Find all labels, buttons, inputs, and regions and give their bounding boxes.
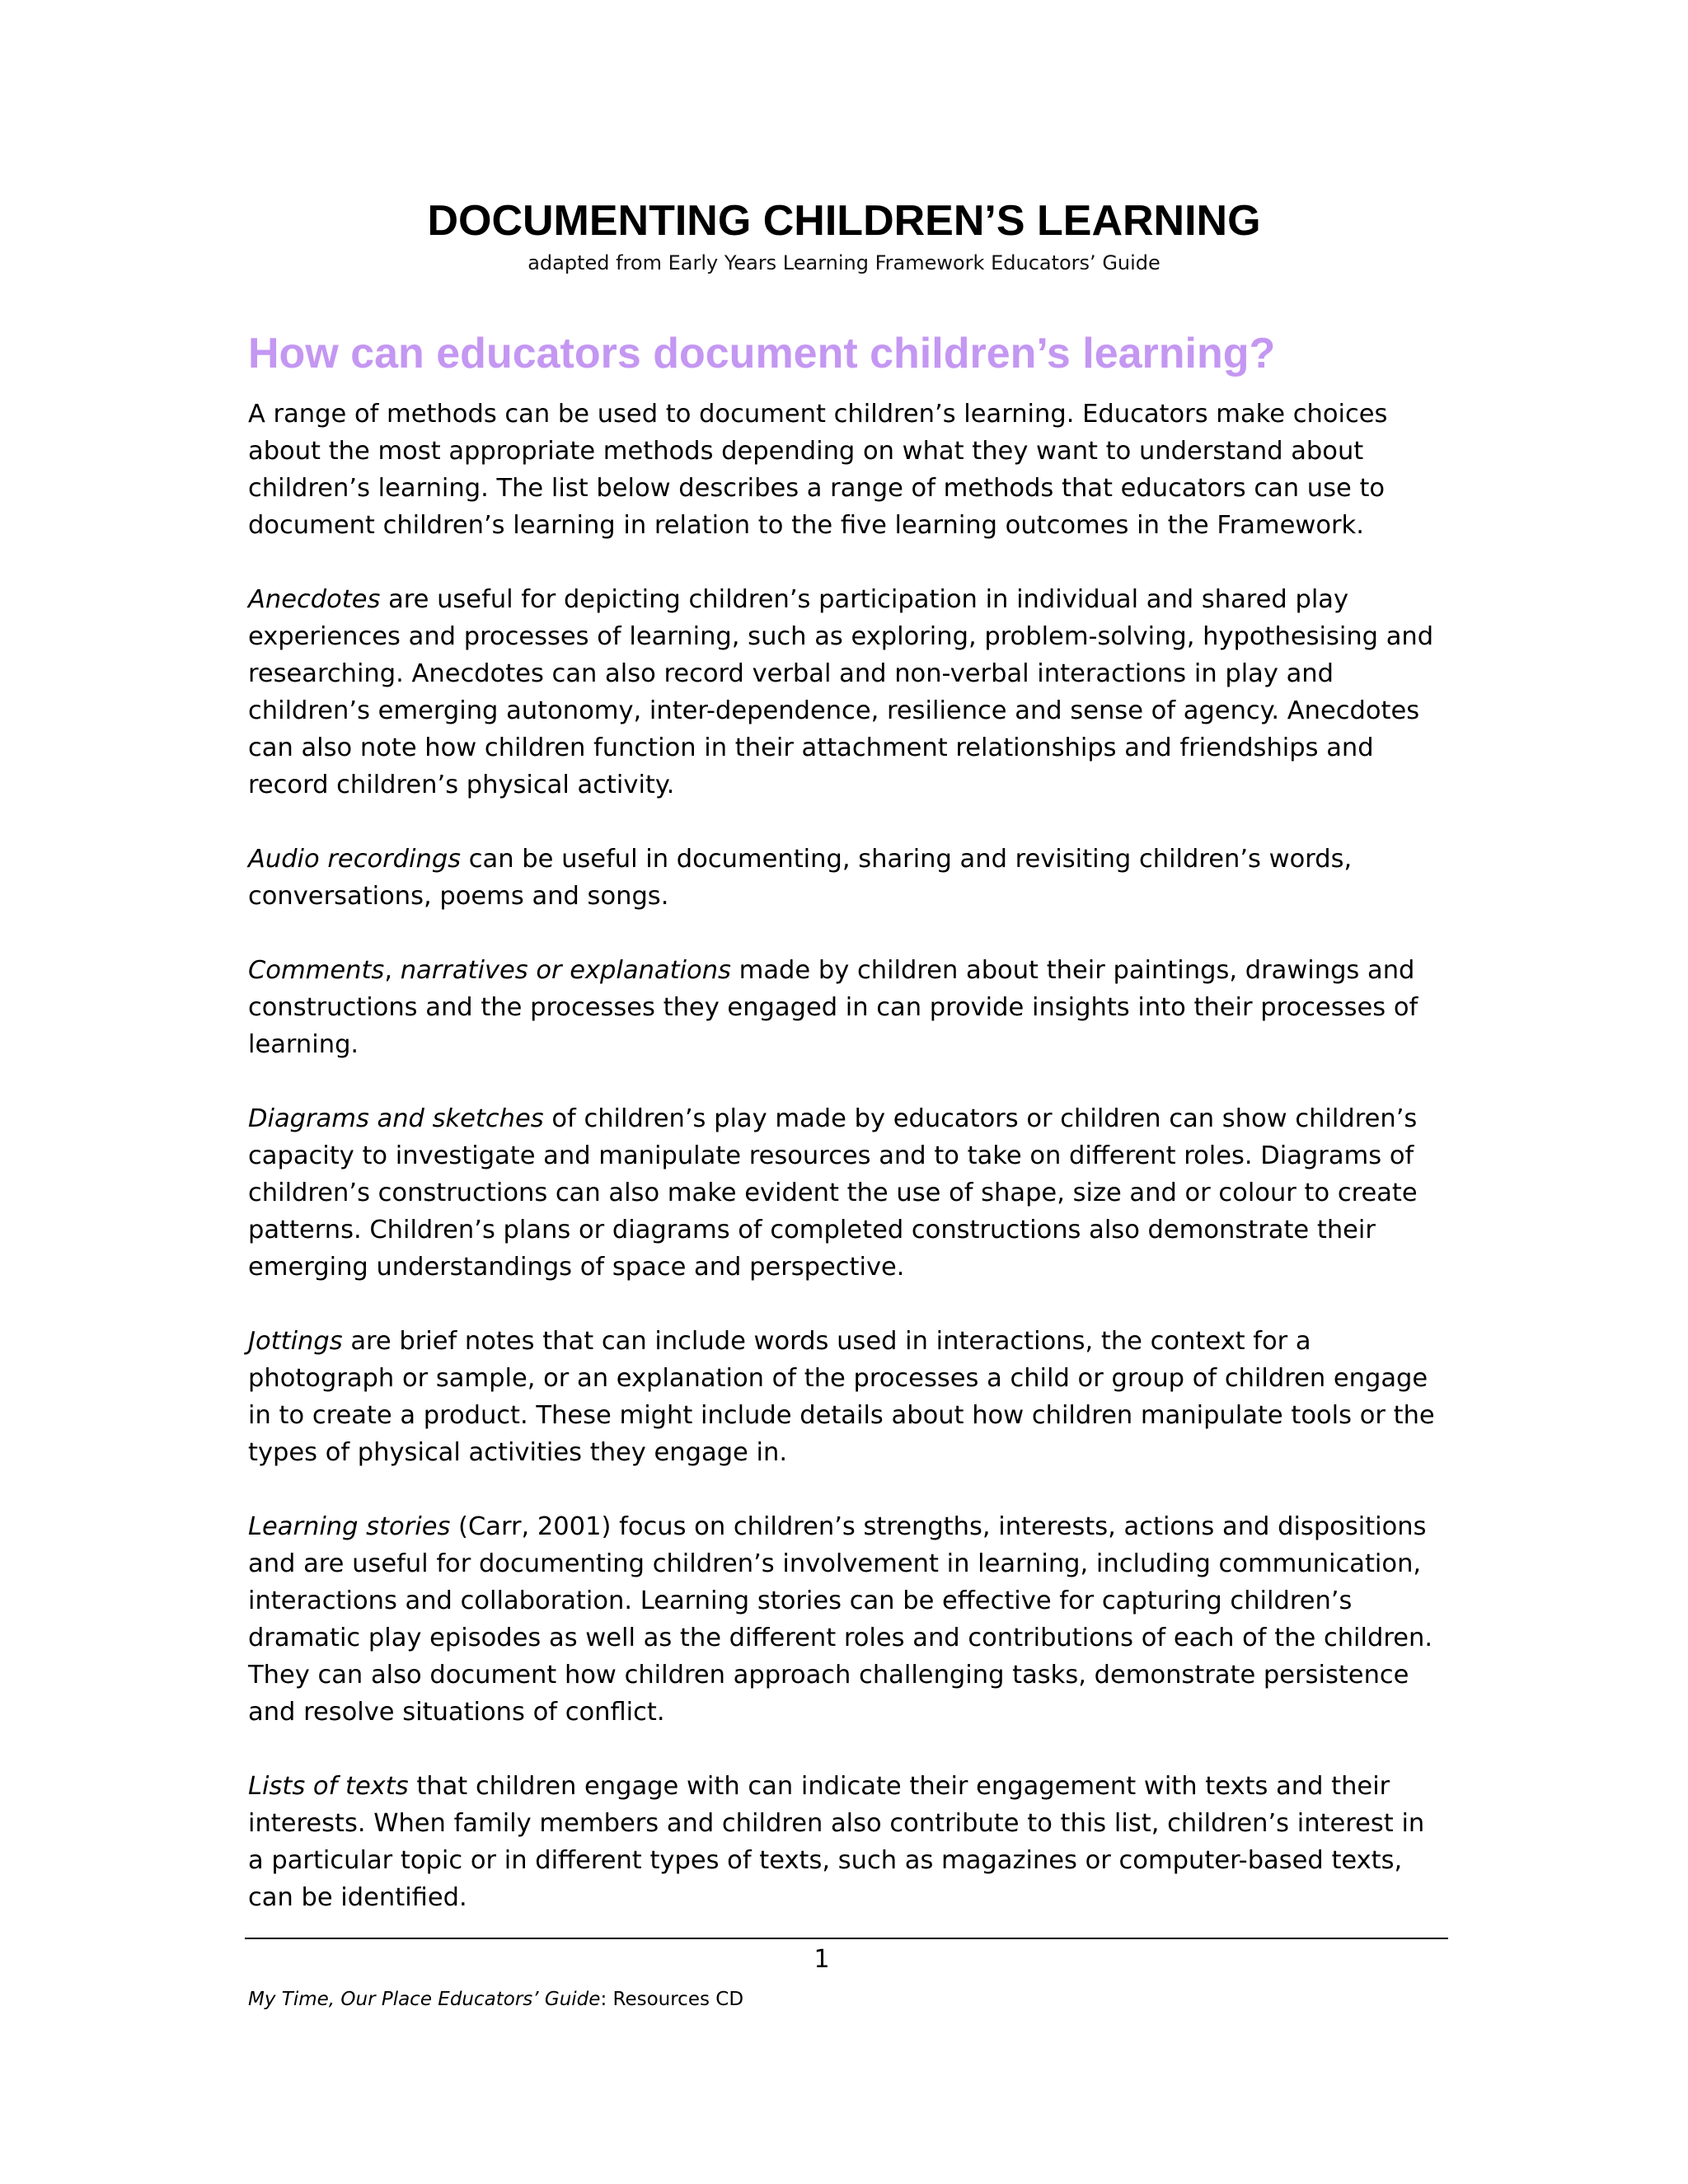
footer-source-title: My Time, Our Place Educators’ Guide	[248, 1989, 601, 2010]
method-description: that children engage with can indicate their engagement with texts and their interests. When family members and children also contribute to this list, children’s interest in a particular topic or in different types of texts, such as magazines or computer-based texts, can be identified.	[248, 1772, 1425, 1912]
method-term-secondary: narratives or explanations	[400, 956, 731, 985]
method-paragraph-audio-recordings	[248, 841, 1445, 915]
footer-source	[248, 1986, 743, 2013]
method-term: Diagrams and sketches	[248, 1104, 544, 1133]
method-description: are brief notes that can include words used in interactions, the context for a photograph or sample, or an explanation of the processes a child or group of children engage in to create a product. These might include details about how children manipulate tools or the types of physical activities they engage in.	[248, 1327, 1435, 1467]
document-subtitle: adapted from Early Years Learning Framework Educators’ Guide	[528, 251, 1160, 274]
method-description: can be useful in documenting, sharing and revisiting children’s words, conversations, poems and songs.	[248, 845, 1353, 911]
method-term: Audio recordings	[248, 845, 462, 874]
method-separator: ,	[384, 956, 401, 985]
method-term: Comments	[248, 956, 385, 985]
document-title: DOCUMENTING CHILDREN’S LEARNING	[427, 197, 1261, 245]
method-paragraph-jottings	[248, 1323, 1445, 1471]
method-paragraph-learning-stories	[248, 1508, 1445, 1731]
method-description: are useful for depicting children’s participation in individual and shared play experiences and processes of learning, such as exploring, problem-solving, hypothesising and researching. Anecdotes can also record verbal and non-verbal interactions in play and children’s emerging autonomy, inter-dependence, resilience and sense of agency. Anecdotes can also note how children function in their attachment relationships and friendships and record children’s physical activity.	[248, 585, 1434, 799]
intro-paragraph: A range of methods can be used to document children’s learning. Educators make choices about the most appropriate methods depending on what they want to understand about children’s learning. The list below describes a range of methods that educators can use to document children’s learning in relation to the five learning outcomes in the Framework.	[248, 400, 1388, 540]
method-paragraph-diagrams	[248, 1100, 1445, 1286]
method-description: of children’s play made by educators or children can show children’s capacity to investigate and manipulate resources and to take on different roles. Diagrams of children’s constructions can also make evident the use of shape, size and or colour to create patterns. Children’s plans or diagrams of completed constructions also demonstrate their emerging understandings of space and perspective.	[248, 1104, 1418, 1282]
method-paragraph-lists-of-texts	[248, 1768, 1445, 1916]
document-body	[248, 396, 1445, 1953]
method-term: Anecdotes	[248, 585, 381, 614]
method-term: Lists of texts	[248, 1772, 409, 1801]
method-description: (Carr, 2001) focus on children’s strengths, interests, actions and dispositions and are useful for documenting children’s involvement in learning, including communication, interactions and collaboration. Learning stories can be effective for capturing children’s dramatic play episodes as well as the different roles and contributions of each of the children. They can also document how children approach challenging tasks, demonstrate persistence and resolve situations of conflict.	[248, 1512, 1433, 1727]
method-description: made by children about their paintings, drawings and constructions and the processes they engaged in can provide insights into their processes of learning.	[248, 956, 1418, 1059]
method-term: Learning stories	[248, 1512, 451, 1541]
method-paragraph-anecdotes	[248, 581, 1445, 804]
section-heading: How can educators document children’s learning?	[248, 330, 1276, 377]
footer-divider	[245, 1938, 1448, 1939]
method-term: Jottings	[248, 1327, 343, 1356]
method-paragraph-comments	[248, 952, 1445, 1063]
page-number: 1	[814, 1945, 830, 1974]
footer-source-suffix: : Resources CD	[600, 1989, 744, 2010]
